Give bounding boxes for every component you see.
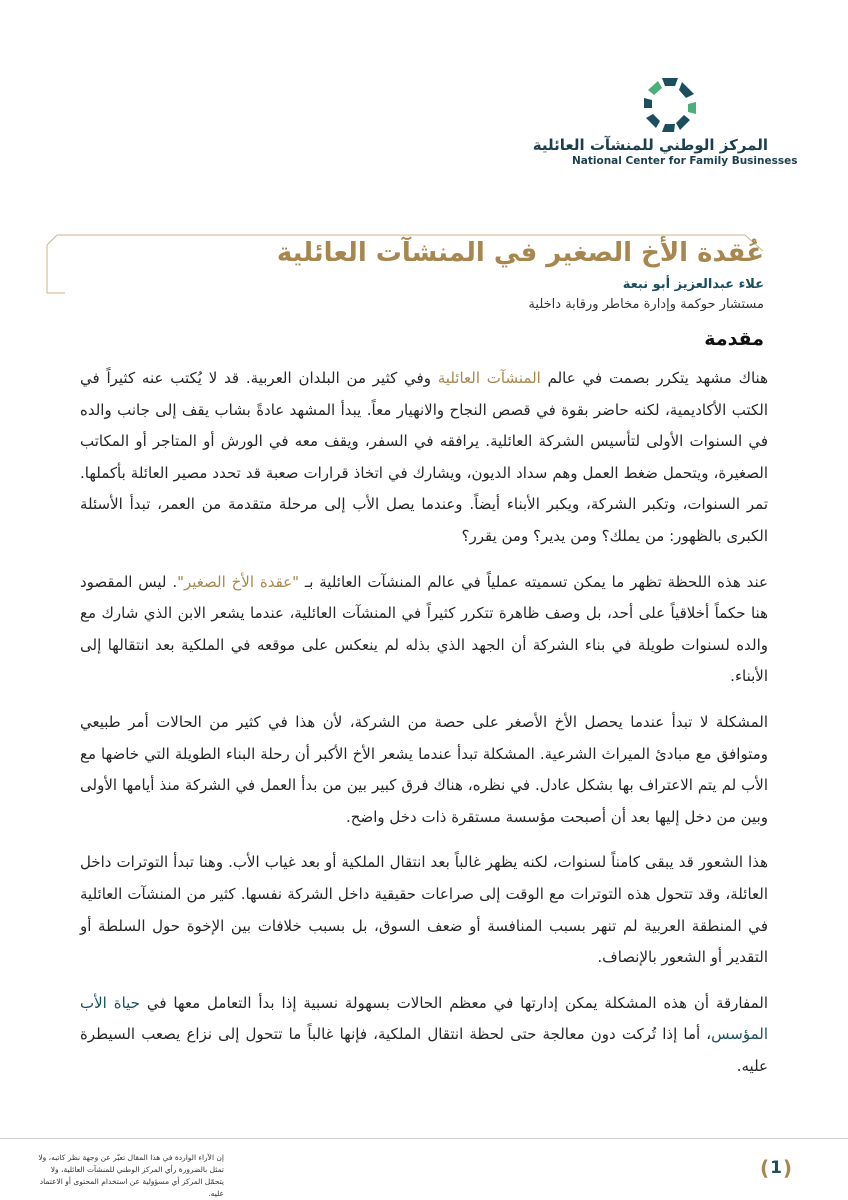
p1-text-a: هناك مشهد يتكرر بصمت في عالم [540,369,768,387]
paragraph-3: المشكلة لا تبدأ عندما يحصل الأخ الأصغر على حصة من الشركة، لأن هذا في كثير من الحالات أمر طبيعي ومتوافق مع مبادئ الميراث الشرعية. المشكلة تبدأ عندما يشعر الأخ الأكبر أن رحلة البناء الطويلة التي خاضها مع الأب لم يتم الاعتراف بها بشكل عادل. في نظره، هناك فرق كبير بين من بدأ العمل في الشركة منذ أيامها الأولى وبين من دخل إليها بعد أن أصبحت مؤسسة مستقرة ذات دخل واضح. [80,712,768,826]
author-block [528,275,764,315]
author-name: علاء عبدالعزيز أبو نبعة [622,277,764,292]
p5-highlight: حياة الأب المؤسس [80,993,768,1044]
logo-mark-icon [644,78,696,132]
paragraph-4: هذا الشعور قد يبقى كامناً لسنوات، لكنه يظهر غالباً بعد انتقال الملكية أو بعد غياب الأب. وهنا تبدأ التوترات داخل العائلة، وقد تتحول هذه التوترات مع الوقت إلى صراعات حقيقية داخل الشركة نفسها. كثير من المنشآت العائلية في المنطقة العربية لم تنهر بسبب المنافسة أو ضعف السوق، بل بسبب خلافات بين الإخوة حول السلطة أو التقدير أو الشعور بالإنصاف. [80,853,768,967]
p5-text-b: ، أما إذا تُركت دون معالجة حتى لحظة انتقال الملكية، فإنها غالباً ما تتحول إلى نزاع يصعب السيطرة عليه. [80,1025,768,1075]
article-title: عُقدة الأخ الصغير في المنشآت العائلية [276,238,764,268]
footer-disclaimer: إن الآراء الواردة في هذا المقال تعبّر عن وجهة نظر كاتبه، ولا تمثل بالضرورة رأي المركز الوطني للمنشآت العائلية، ولا يتحمّل المركز أي مسؤولية عن استخدام المحتوى أو الاعتماد عليه. [38,1153,224,1198]
p2-text-a: عند هذه اللحظة تظهر ما يمكن تسميته عملياً في عالم المنشآت العائلية بـ [299,572,768,591]
footer-divider [0,1138,848,1139]
logo-arabic-name: المركز الوطني للمنشآت العائلية [532,136,768,154]
p1-text-b: وفي كثير من البلدان العربية. قد لا يُكتب عنه كثيراً في الكتب الأكاديمية، لكنه حاضر بقوة في قصص النجاح والانهيار معاً. يبدأ المشهد عادةً بشاب يقف إلى جانب والده في السنوات الأولى لتأسيس الشركة العائلية. يرافقه في السفر، ويقف معه في الورش أو المتاجر أو المكاتب الصغيرة، ويتحمل ضغط العمل وهم سداد الديون، ويشارك في اتخاذ قرارات صعبة قد تحدد مصير العائلة بأكملها. تمر السنوات، وتكبر الشركة، ويكبر الأبناء أيضاً. وعندما يصل الأب إلى مرحلة متقدمة من العمر، تبدأ الأسئلة الكبرى بالظهور: من يملك؟ ومن يدير؟ ومن يقرر؟ [80,369,768,545]
center-logo [532,78,798,167]
paragraph-2 [80,567,768,693]
author-role: مستشار حوكمة وإدارة مخاطر ورقابة داخلية [528,297,764,312]
paragraph-1 [80,363,768,553]
page-bracket-right-icon: ) [782,1156,793,1180]
section-heading: مقدمة [704,328,764,350]
paragraph-5 [80,988,768,1083]
p2-text-b: . ليس المقصود هنا حكماً أخلاقياً على أحد، بل وصف ظاهرة تتكرر كثيراً في المنشآت العائلية، عندما يشعر الابن الذي شارك مع والده لسنوات طويلة في بناء الشركة أن الجهد الذي بذله لم ينعكس على موقعه في الملكية بعد انتقالها إلى الأبناء. [80,572,768,686]
page-number [756,1153,796,1183]
p1-highlight: المنشآت العائلية [437,369,541,387]
page-bracket-left-icon: ( [759,1156,770,1180]
logo-english-name: National Center for Family Businesses [572,155,798,167]
p5-text-a: المفارقة أن هذه المشكلة يمكن إدارتها في معظم الحالات بسهولة نسبية إذا بدأ التعامل معها في [139,993,768,1012]
p2-highlight: "عقدة الأخ الصغير" [177,572,300,591]
page-number-value: 1 [770,1158,782,1178]
article-body [80,363,768,1096]
